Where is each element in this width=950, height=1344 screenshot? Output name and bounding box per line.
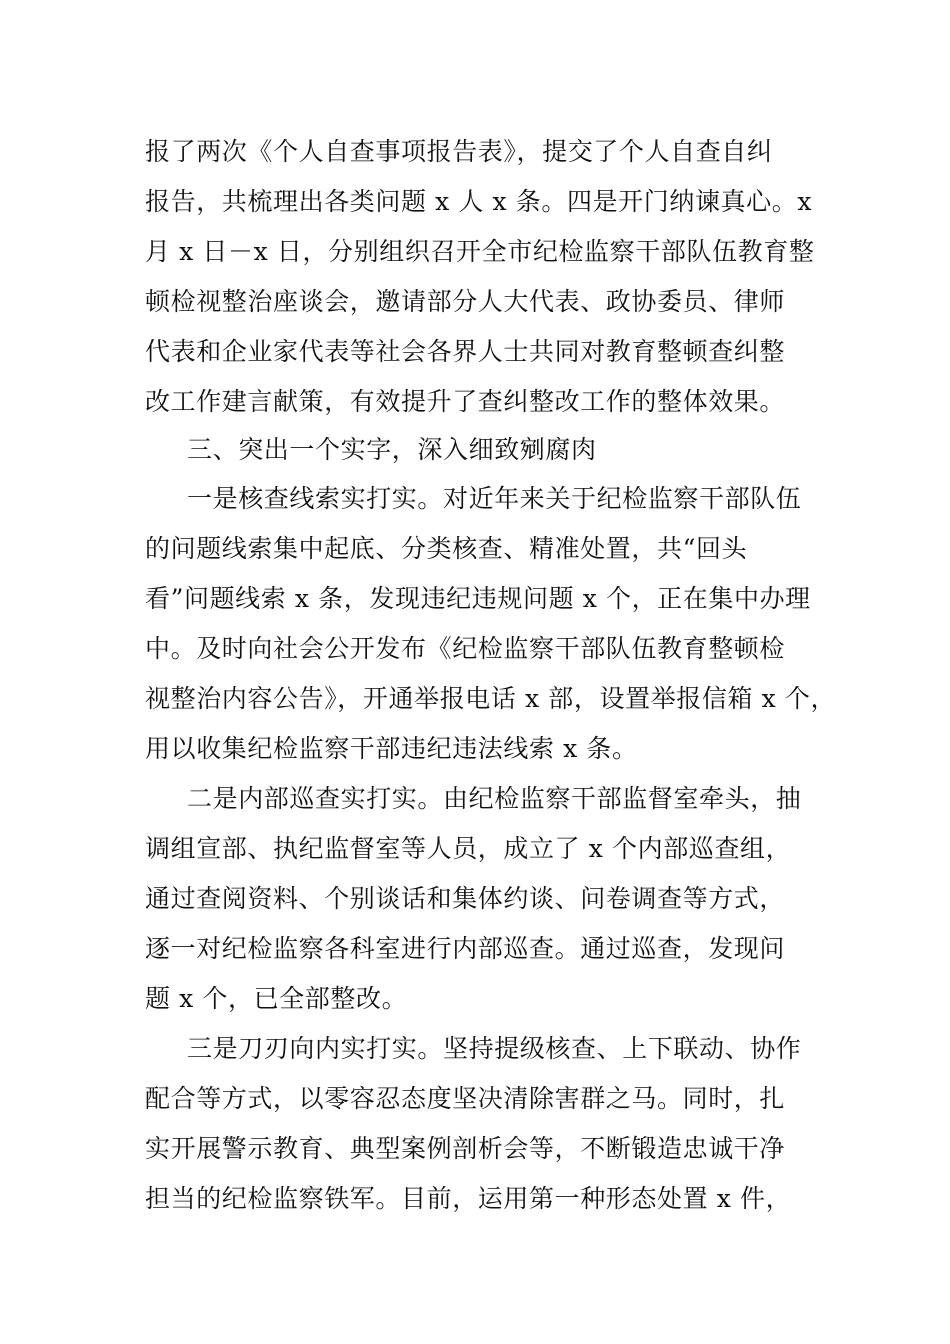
text-line: 看”问题线索 x 条，发现违纪违规问题 x 个，正在集中办理 bbox=[145, 584, 811, 613]
text-line: 三是刀刃向内实打实。坚持提级核查、上下联动、协作 bbox=[187, 1034, 802, 1063]
text-line: 月 x 日－x 日，分别组织召开全市纪检监察干部队伍教育整 bbox=[145, 237, 815, 266]
text-line: 担当的纪检监察铁军。目前，运用第一种形态处置 x 件， bbox=[145, 1184, 792, 1213]
text-line: 的问题线索集中起底、分类核查、精准处置，共“回头 bbox=[145, 534, 748, 563]
text-line: 通过查阅资料、个别谈话和集体约谈、问卷调查等方式， bbox=[145, 884, 786, 913]
text-line: 报了两次《个人自查事项报告表》，提交了个人自查自纠 bbox=[145, 137, 773, 166]
text-line: 配合等方式，以零容忍态度坚决清除害群之马。同时，扎 bbox=[145, 1084, 786, 1113]
section-heading: 三、突出一个实字，深入细致剜腐肉 bbox=[187, 435, 597, 464]
text-line: 改工作建言献策，有效提升了查纠整改工作的整体效果。 bbox=[145, 387, 786, 416]
text-line: 实开展警示教育、典型案例剖析会等，不断锻造忠诚干净 bbox=[145, 1134, 786, 1163]
text-line: 代表和企业家代表等社会各界人士共同对教育整顿查纠整 bbox=[145, 337, 786, 366]
text-line: 顿检视整治座谈会，邀请部分人大代表、政协委员、律师 bbox=[145, 287, 786, 316]
text-line: 二是内部巡查实打实。由纪检监察干部监督室牵头，抽 bbox=[187, 784, 802, 813]
text-line: 逐一对纪检监察各科室进行内部巡查。通过巡查，发现问 bbox=[145, 934, 786, 963]
text-line: 用以收集纪检监察干部违纪违法线索 x 条。 bbox=[145, 734, 638, 763]
text-line: 一是核查线索实打实。对近年来关于纪检监察干部队伍 bbox=[187, 484, 802, 513]
text-line: 报告，共梳理出各类问题 x 人 x 条。四是开门纳谏真心。x bbox=[145, 187, 813, 216]
text-line: 视整治内容公告》，开通举报电话 x 部，设置举报信箱 x 个， bbox=[145, 684, 837, 713]
text-line: 中。及时向社会公开发布《纪检监察干部队伍教育整顿检 bbox=[145, 634, 786, 663]
text-line: 调组宣部、执纪监督室等人员，成立了 x 个内部巡查组， bbox=[145, 834, 792, 863]
text-line: 题 x 个，已全部整改。 bbox=[145, 984, 408, 1013]
